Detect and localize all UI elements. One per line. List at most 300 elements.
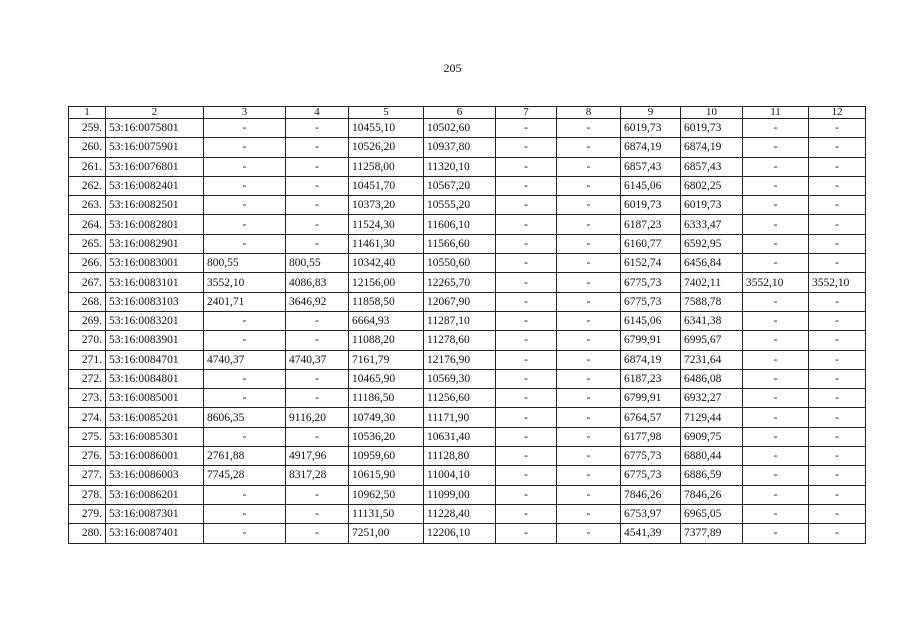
table-cell: -	[286, 369, 349, 388]
table-cell: 10631,40	[424, 427, 496, 446]
table-cell: 262.	[69, 176, 106, 195]
column-header: 3	[204, 107, 286, 119]
table-cell: 271.	[69, 350, 106, 369]
table-cell: -	[286, 234, 349, 253]
table-cell: -	[809, 524, 866, 543]
table-cell: -	[204, 524, 286, 543]
table-cell: -	[557, 176, 621, 195]
table-cell: 11256,60	[424, 389, 496, 408]
table-cell: 53:16:0083103	[106, 292, 204, 311]
table-cell: 53:16:0085001	[106, 389, 204, 408]
table-cell: 275.	[69, 427, 106, 446]
table-cell: -	[204, 176, 286, 195]
table-cell: 266.	[69, 254, 106, 273]
table-cell: -	[809, 292, 866, 311]
table-cell: 280.	[69, 524, 106, 543]
table-cell: 53:16:0085301	[106, 427, 204, 446]
table-cell: 3646,92	[286, 292, 349, 311]
table-cell: 9116,20	[286, 408, 349, 427]
table-cell: 10555,20	[424, 196, 496, 215]
table-cell: 10615,90	[349, 466, 424, 485]
table-cell: 53:16:0082401	[106, 176, 204, 195]
table-cell: -	[809, 331, 866, 350]
table-cell: 6886,59	[681, 466, 743, 485]
table-cell: -	[286, 524, 349, 543]
table-cell: 259.	[69, 119, 106, 138]
table-cell: -	[809, 408, 866, 427]
table-cell: -	[557, 427, 621, 446]
table-cell: 6019,73	[621, 196, 681, 215]
table-cell: 6187,23	[621, 215, 681, 234]
column-header: 12	[809, 107, 866, 119]
table-row	[69, 176, 866, 195]
table-cell: 6799,91	[621, 331, 681, 350]
table-cell: 10455,10	[349, 119, 424, 138]
table-cell: 6333,47	[681, 215, 743, 234]
table-cell: -	[557, 157, 621, 176]
table-cell: -	[204, 215, 286, 234]
table-cell: -	[743, 427, 809, 446]
table-cell: 10550,60	[424, 254, 496, 273]
table-cell: 11131,50	[349, 504, 424, 523]
table-cell: -	[204, 119, 286, 138]
table-cell: -	[809, 427, 866, 446]
table-cell: 278.	[69, 485, 106, 504]
table-cell: -	[809, 138, 866, 157]
table-cell: 10502,60	[424, 119, 496, 138]
table-cell: 7588,78	[681, 292, 743, 311]
table-cell: 6995,67	[681, 331, 743, 350]
table-cell: 10342,40	[349, 254, 424, 273]
table-cell: 6341,38	[681, 311, 743, 330]
table-cell: -	[809, 234, 866, 253]
table-row	[69, 331, 866, 350]
table-cell: -	[496, 350, 557, 369]
table-cell: 6932,27	[681, 389, 743, 408]
table-cell: -	[496, 273, 557, 292]
table-cell: 6775,73	[621, 466, 681, 485]
table-cell: -	[496, 504, 557, 523]
table-cell: -	[809, 254, 866, 273]
table-cell: 2761,88	[204, 447, 286, 466]
table-cell: 53:16:0086003	[106, 466, 204, 485]
table-cell: 273.	[69, 389, 106, 408]
table-cell: 53:16:0083101	[106, 273, 204, 292]
table-cell: 10567,20	[424, 176, 496, 195]
table-cell: 11088,20	[349, 331, 424, 350]
table-cell: -	[286, 427, 349, 446]
column-header: 4	[286, 107, 349, 119]
table-cell: 12156,00	[349, 273, 424, 292]
table-cell: 53:16:0086001	[106, 447, 204, 466]
table-cell: -	[204, 369, 286, 388]
table-row	[69, 311, 866, 330]
table-cell: 4086,83	[286, 273, 349, 292]
table-cell: 11320,10	[424, 157, 496, 176]
column-header: 11	[743, 107, 809, 119]
table-cell: 268.	[69, 292, 106, 311]
table-cell: -	[557, 504, 621, 523]
table-cell: 10937,80	[424, 138, 496, 157]
table-cell: 11171,90	[424, 408, 496, 427]
table-cell: -	[809, 504, 866, 523]
table-row	[69, 273, 866, 292]
table-cell: -	[557, 196, 621, 215]
table-cell: 4917,96	[286, 447, 349, 466]
table-cell: -	[557, 273, 621, 292]
table-body	[69, 119, 866, 544]
table-cell: -	[496, 119, 557, 138]
table-cell: -	[496, 234, 557, 253]
table-cell: 53:16:0083901	[106, 331, 204, 350]
table-cell: 3552,10	[743, 273, 809, 292]
table-cell: -	[286, 389, 349, 408]
table-cell: 6874,19	[681, 138, 743, 157]
table-cell: 264.	[69, 215, 106, 234]
table-cell: -	[286, 331, 349, 350]
table-cell: 12265,70	[424, 273, 496, 292]
table-cell: 6145,06	[621, 176, 681, 195]
table-cell: 6152,74	[621, 254, 681, 273]
table-cell: -	[496, 176, 557, 195]
table-cell: 11128,80	[424, 447, 496, 466]
column-header: 2	[106, 107, 204, 119]
table-cell: -	[286, 157, 349, 176]
table-cell: 11524,30	[349, 215, 424, 234]
table-cell: 12067,90	[424, 292, 496, 311]
table-row	[69, 157, 866, 176]
table-cell: -	[496, 311, 557, 330]
table-cell: -	[809, 215, 866, 234]
table-cell: 800,55	[286, 254, 349, 273]
table-cell: 6874,19	[621, 138, 681, 157]
table-cell: 53:16:0087401	[106, 524, 204, 543]
table-cell: 263.	[69, 196, 106, 215]
table-cell: 6775,73	[621, 273, 681, 292]
table-cell: -	[557, 485, 621, 504]
table-cell: 10526,20	[349, 138, 424, 157]
page-number: 205	[443, 61, 462, 75]
table-cell: -	[496, 427, 557, 446]
table-cell: -	[743, 138, 809, 157]
table-cell: -	[557, 447, 621, 466]
table-cell: -	[286, 311, 349, 330]
table-cell: 53:16:0075801	[106, 119, 204, 138]
column-header: 1	[69, 107, 106, 119]
table-cell: -	[557, 524, 621, 543]
table-cell: -	[557, 408, 621, 427]
table-row	[69, 254, 866, 273]
table-cell: -	[809, 369, 866, 388]
table-cell: -	[557, 311, 621, 330]
table-cell: 4541,39	[621, 524, 681, 543]
column-header: 6	[424, 107, 496, 119]
table-cell: 7402,11	[681, 273, 743, 292]
column-header: 7	[496, 107, 557, 119]
table-cell: -	[204, 485, 286, 504]
table-cell: 11287,10	[424, 311, 496, 330]
table-cell: -	[743, 331, 809, 350]
table-cell: 11278,60	[424, 331, 496, 350]
table-cell: 6775,73	[621, 292, 681, 311]
table-cell: 53:16:0084701	[106, 350, 204, 369]
table-cell: 276.	[69, 447, 106, 466]
table-cell: -	[809, 196, 866, 215]
table-cell: 260.	[69, 138, 106, 157]
table-cell: -	[743, 524, 809, 543]
table-row	[69, 389, 866, 408]
table-cell: 10959,60	[349, 447, 424, 466]
table-cell: 6874,19	[621, 350, 681, 369]
table-cell: -	[204, 157, 286, 176]
table-cell: -	[743, 485, 809, 504]
table-row	[69, 447, 866, 466]
table-cell: -	[743, 350, 809, 369]
data-table	[68, 106, 866, 544]
table-cell: -	[557, 331, 621, 350]
table-cell: -	[286, 138, 349, 157]
table-cell: 53:16:0083201	[106, 311, 204, 330]
table-cell: -	[557, 292, 621, 311]
table-cell: 10451,70	[349, 176, 424, 195]
table-row	[69, 292, 866, 311]
table-cell: -	[286, 176, 349, 195]
table-cell: 53:16:0075901	[106, 138, 204, 157]
table-cell: -	[496, 369, 557, 388]
table-cell: 6799,91	[621, 389, 681, 408]
table-row	[69, 138, 866, 157]
table-cell: 7377,89	[681, 524, 743, 543]
table-cell: -	[496, 215, 557, 234]
table-row	[69, 408, 866, 427]
table-cell: 7251,00	[349, 524, 424, 543]
table-cell: 7745,28	[204, 466, 286, 485]
table-cell: -	[496, 157, 557, 176]
table-cell: -	[557, 350, 621, 369]
table-cell: -	[743, 466, 809, 485]
table-cell: -	[204, 331, 286, 350]
table-row	[69, 427, 866, 446]
table-cell: 7846,26	[621, 485, 681, 504]
table-cell: 6019,73	[681, 196, 743, 215]
table-cell: 11228,40	[424, 504, 496, 523]
table-cell: 4740,37	[204, 350, 286, 369]
table-cell: 11186,50	[349, 389, 424, 408]
table-cell: -	[743, 369, 809, 388]
table-row	[69, 524, 866, 543]
table-cell: -	[743, 504, 809, 523]
table-cell: -	[286, 119, 349, 138]
table-cell: 6664,93	[349, 311, 424, 330]
table-cell: -	[743, 408, 809, 427]
table-cell: 7161,79	[349, 350, 424, 369]
table-cell: -	[743, 176, 809, 195]
table-cell: -	[286, 215, 349, 234]
table-cell: -	[204, 427, 286, 446]
table-header-row	[69, 107, 866, 119]
table-cell: -	[496, 389, 557, 408]
table-cell: -	[557, 119, 621, 138]
table-cell: 8606,35	[204, 408, 286, 427]
table-row	[69, 234, 866, 253]
table-cell: 53:16:0082901	[106, 234, 204, 253]
table-cell: 265.	[69, 234, 106, 253]
table-cell: 10962,50	[349, 485, 424, 504]
table-cell: 4740,37	[286, 350, 349, 369]
table-cell: -	[809, 176, 866, 195]
table-cell: -	[557, 254, 621, 273]
table-cell: -	[743, 157, 809, 176]
table-cell: -	[809, 119, 866, 138]
table-cell: 11606,10	[424, 215, 496, 234]
table-cell: 277.	[69, 466, 106, 485]
table-cell: -	[496, 447, 557, 466]
table-cell: -	[557, 389, 621, 408]
table-cell: 7846,26	[681, 485, 743, 504]
table-cell: 6775,73	[621, 447, 681, 466]
table-cell: 11004,10	[424, 466, 496, 485]
table-cell: 11461,30	[349, 234, 424, 253]
table-cell: 279.	[69, 504, 106, 523]
table-cell: 6456,84	[681, 254, 743, 273]
table-cell: 270.	[69, 331, 106, 350]
table-row	[69, 485, 866, 504]
table-cell: 11099,00	[424, 485, 496, 504]
table-cell: 3552,10	[809, 273, 866, 292]
table-cell: 6592,95	[681, 234, 743, 253]
table-cell: -	[743, 311, 809, 330]
table-cell: -	[204, 311, 286, 330]
table-row	[69, 466, 866, 485]
table-cell: -	[496, 254, 557, 273]
table-cell: 53:16:0076801	[106, 157, 204, 176]
table-cell: 10749,30	[349, 408, 424, 427]
table-cell: -	[286, 504, 349, 523]
table-cell: -	[496, 331, 557, 350]
table-cell: 269.	[69, 311, 106, 330]
table-cell: -	[743, 254, 809, 273]
table-cell: -	[743, 215, 809, 234]
table-cell: -	[496, 466, 557, 485]
table-cell: 53:16:0084801	[106, 369, 204, 388]
table-cell: 12206,10	[424, 524, 496, 543]
table-row	[69, 119, 866, 138]
table-cell: 53:16:0087301	[106, 504, 204, 523]
table-cell: 6019,73	[621, 119, 681, 138]
table-cell: -	[496, 524, 557, 543]
table-cell: 53:16:0082801	[106, 215, 204, 234]
table-cell: 800,55	[204, 254, 286, 273]
table-row	[69, 350, 866, 369]
table-cell: -	[204, 504, 286, 523]
table-cell: 6909,75	[681, 427, 743, 446]
table-cell: 11566,60	[424, 234, 496, 253]
table-cell: -	[557, 138, 621, 157]
table-cell: -	[809, 466, 866, 485]
table-cell: -	[557, 234, 621, 253]
table-cell: 6965,05	[681, 504, 743, 523]
table-row	[69, 215, 866, 234]
table-cell: -	[286, 196, 349, 215]
table-cell: 6177,98	[621, 427, 681, 446]
table-cell: -	[809, 157, 866, 176]
table-cell: -	[743, 196, 809, 215]
table-cell: -	[809, 311, 866, 330]
table-cell: -	[496, 408, 557, 427]
table-cell: -	[809, 447, 866, 466]
table-cell: -	[809, 485, 866, 504]
table-cell: 7129,44	[681, 408, 743, 427]
table-cell: -	[743, 447, 809, 466]
column-header: 9	[621, 107, 681, 119]
table-cell: 53:16:0085201	[106, 408, 204, 427]
table-cell: 274.	[69, 408, 106, 427]
table-cell: -	[496, 196, 557, 215]
table-cell: 10536,20	[349, 427, 424, 446]
column-header: 5	[349, 107, 424, 119]
table-cell: -	[204, 389, 286, 408]
table-cell: -	[809, 350, 866, 369]
table-cell: -	[743, 119, 809, 138]
table-cell: 6187,23	[621, 369, 681, 388]
table-row	[69, 196, 866, 215]
table-cell: 267.	[69, 273, 106, 292]
table-cell: 6880,44	[681, 447, 743, 466]
table-cell: -	[743, 292, 809, 311]
table-cell: 6145,06	[621, 311, 681, 330]
table-cell: -	[204, 196, 286, 215]
table-cell: -	[743, 234, 809, 253]
table-cell: 2401,71	[204, 292, 286, 311]
table-cell: 6764,57	[621, 408, 681, 427]
table-cell: -	[743, 389, 809, 408]
column-header: 10	[681, 107, 743, 119]
table-cell: 6857,43	[621, 157, 681, 176]
table-cell: -	[496, 292, 557, 311]
table-cell: -	[557, 466, 621, 485]
table-row	[69, 504, 866, 523]
table-cell: -	[557, 215, 621, 234]
column-header: 8	[557, 107, 621, 119]
table-cell: 272.	[69, 369, 106, 388]
table-cell: 6019,73	[681, 119, 743, 138]
table-cell: 11258,00	[349, 157, 424, 176]
table-cell: 6486,08	[681, 369, 743, 388]
table-cell: -	[809, 389, 866, 408]
table-cell: -	[204, 138, 286, 157]
table-cell: 11858,50	[349, 292, 424, 311]
table-cell: -	[496, 485, 557, 504]
table-cell: 12176,90	[424, 350, 496, 369]
table-cell: 3552,10	[204, 273, 286, 292]
table-cell: 10373,20	[349, 196, 424, 215]
table-cell: 6802,25	[681, 176, 743, 195]
table-cell: -	[496, 138, 557, 157]
table-cell: 261.	[69, 157, 106, 176]
table-cell: 53:16:0083001	[106, 254, 204, 273]
table-cell: -	[204, 234, 286, 253]
table-cell: 6857,43	[681, 157, 743, 176]
table-row	[69, 369, 866, 388]
table-cell: -	[286, 485, 349, 504]
table-cell: 6753,97	[621, 504, 681, 523]
table-cell: 6160,77	[621, 234, 681, 253]
table-cell: 8317,28	[286, 466, 349, 485]
table-cell: 10465,90	[349, 369, 424, 388]
table-cell: 53:16:0082501	[106, 196, 204, 215]
table-cell: 7231,64	[681, 350, 743, 369]
table-cell: 53:16:0086201	[106, 485, 204, 504]
